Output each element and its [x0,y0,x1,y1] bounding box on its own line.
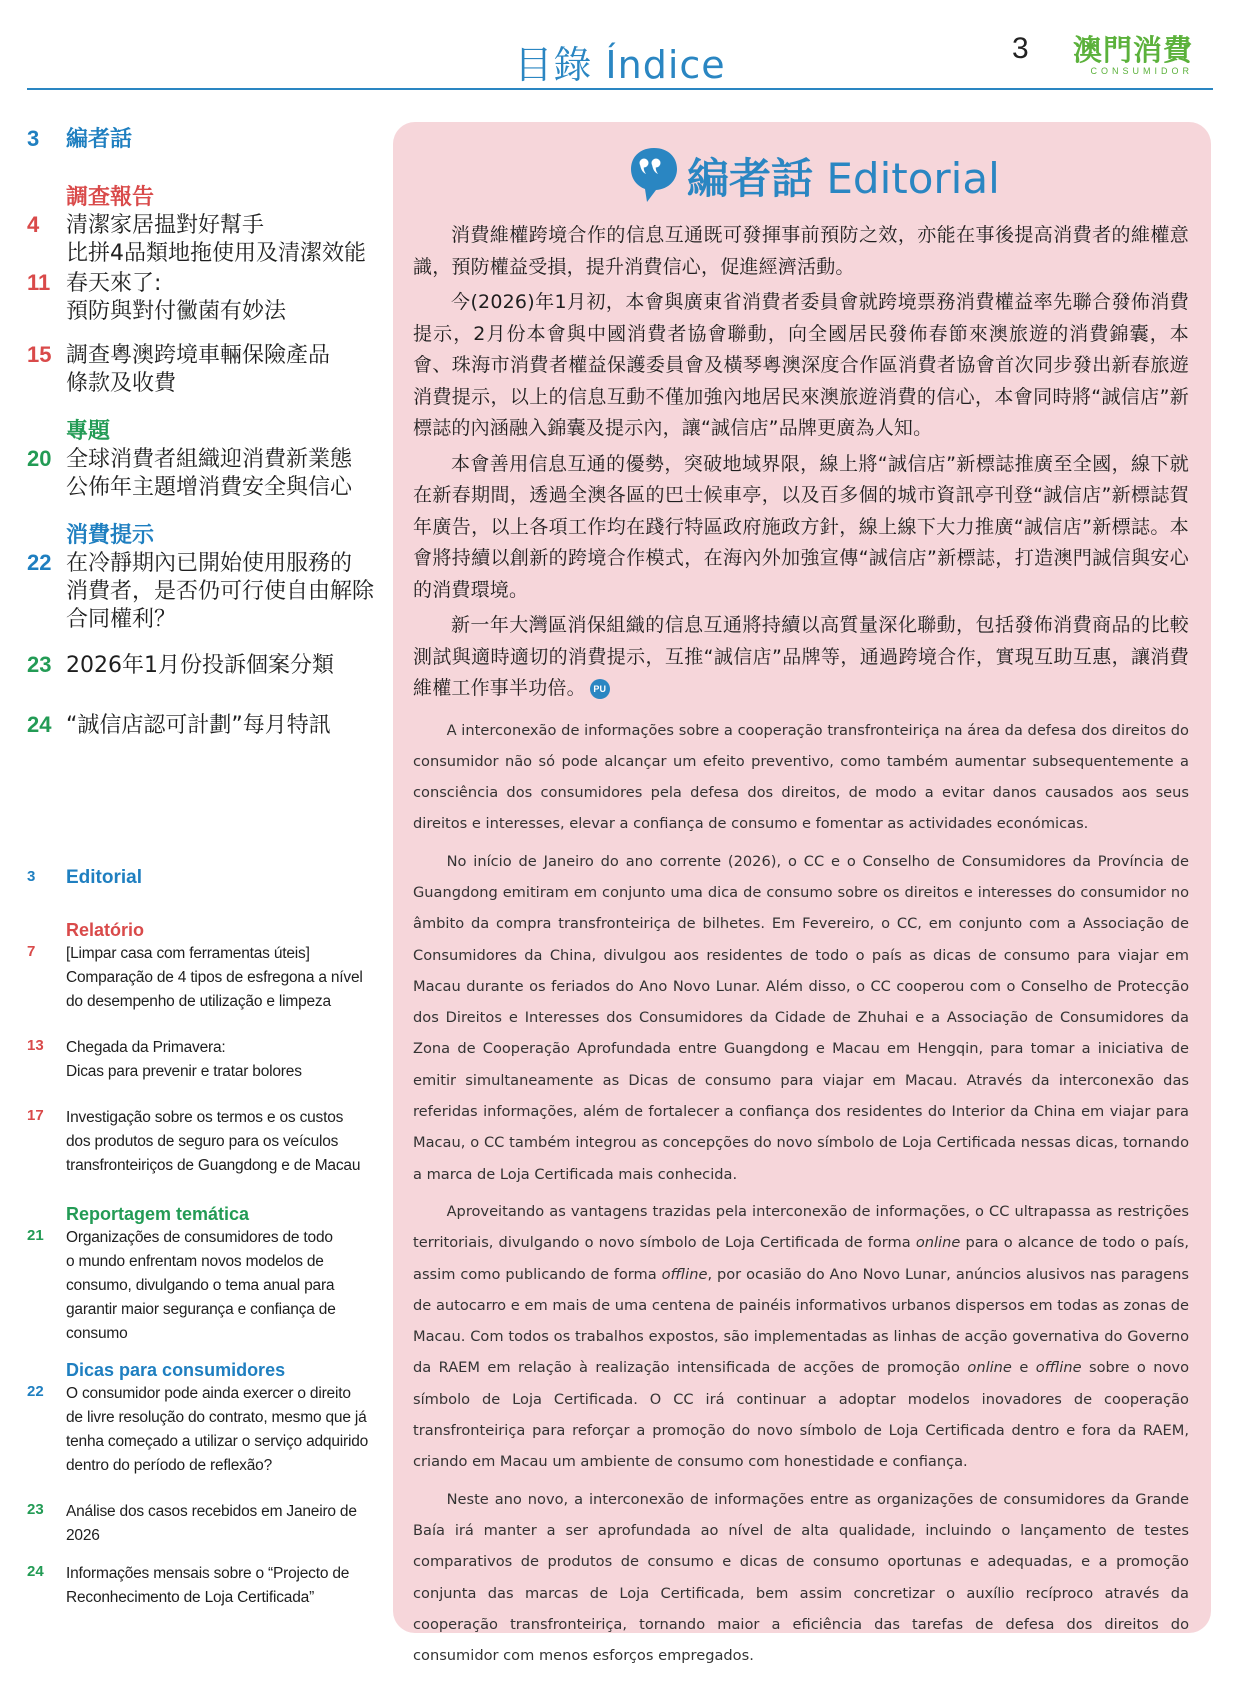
toc-entry-line: consumo, divulgando o tema anual para [66,1277,335,1294]
toc-page-number: 24 [27,1563,44,1580]
toc-page-number: 17 [27,1107,44,1124]
toc-entry-line: 預防與對付黴菌有妙法 [66,299,287,324]
brand-name-cn: 澳門消費 [1073,33,1194,67]
paragraph-pt: A interconexão de informações sobre a cooperação transfronteiriça na área da defesa dos direitos do consumidor não só pode alcançar um efeito preventivo, como também aumentar subsequentemente a consciência dos consumidores pela defesa dos direitos, de modo a evitar danos causados aos seus direitos e interesses, elevar a confiança de consumo e fomentar as actividades económicas. [413,721,1189,833]
toc-entry-line: 條款及收費 [66,371,177,396]
paragraph-zh [413,610,1189,705]
toc-portuguese [27,866,387,1612]
toc-entry-line: 比拼4品類地拖使用及清潔效能 [66,241,366,266]
toc-page-number: 4 [27,212,40,237]
toc-page-number: 3 [27,868,36,885]
toc-cn-entry[interactable] [27,270,387,342]
toc-category: 消費提示 [66,523,155,548]
toc-entry-line: 2026 [66,1527,100,1544]
editorial-body [413,220,1189,1677]
paragraph-zh: 消費維權跨境合作的信息互通既可發揮事前預防之效，亦能在事後提高消費者的維權意識，預防權益受損，提升消費信心，促進經濟活動。 [413,224,1189,278]
toc-entry-line: “誠信店認可計劃”每月特訊 [66,713,331,738]
brand-logo [1073,34,1193,76]
toc-category: Reportagem temática [66,1204,250,1224]
toc-page-number: 3 [27,126,40,151]
portuguese-section [413,715,1189,1672]
toc-page-number: 7 [27,943,36,960]
text-run: , por ocasião do Ano Novo Lunar, anúncios alusivos nas paragens de autocarro e em mais de uma centena de painéis informativos urbanos dispersos em todas as zonas de Macau. Com todos os trabalhos expostos, são implementadas as linhas de acção governativa do Governo da RAEM em relação à realização intensificada de acções de promoção [413,1265,1190,1377]
toc-cn-entry[interactable] [27,522,387,652]
toc-pt-entry[interactable] [27,1106,387,1202]
toc-category: 專題 [66,419,111,444]
toc-entry-line: 消費者，是否仍可行使自由解除 [66,579,375,604]
toc-cn-entry[interactable] [27,652,387,712]
toc-entry-line: transfronteiriços de Guangdong e de Macau [66,1157,361,1174]
paragraph-zh-text: 新一年大灣區消保組織的信息互通將持續以高質量深化聯動，包括發佈消費商品的比較測試與適時適切的消費提示，互推“誠信店”品牌等，通過跨境合作，實現互助互惠，讓消費維權工作事半功倍。 [413,614,1189,699]
page-header [0,0,1240,92]
text-run: e [1011,1359,1036,1377]
page-number: 3 [1012,32,1029,65]
toc-cn-entry[interactable] [27,418,387,522]
text-run: Aproveitando as vantagens trazidas pela interconexão de informações, o CC ultrapassa as restrições territoriais, divulgando o novo símbolo de Loja Certificada de forma [413,1202,1189,1252]
toc-entry-line: Dicas para prevenir e tratar bolores [66,1063,302,1080]
toc-entry-line: 調查粵澳跨境車輛保險產品 [66,343,331,368]
page-title: 目錄 Índice [514,43,726,87]
toc-entry-line: Organizações de consumidores de todo [66,1229,333,1246]
toc-page-number: 21 [27,1227,44,1244]
toc-pt-entry[interactable] [27,866,387,918]
toc-cn-entry[interactable] [27,184,387,270]
brand-name-pt: CONSUMIDOR [1090,66,1193,76]
toc-entry-line: garantir maior segurança e confiança de [66,1301,336,1318]
toc-entry-line: 春天來了: [66,271,162,296]
toc-page-number: 15 [27,342,52,367]
toc-page-number: 22 [27,550,52,575]
editorial-heading [393,144,1211,204]
toc-entry-line: 公佈年主題增消費安全與信心 [66,475,353,500]
editorial-panel [393,122,1211,1665]
toc-category: 調查報告 [66,185,155,210]
text-run-italic: online [967,1359,1012,1377]
toc-entry-line: 全球消費者組織迎消費新業態 [66,447,353,472]
toc-page-number: 23 [27,1501,44,1518]
paragraph-pt: Neste ano novo, a interconexão de informações entre as organizações de consumidores da Grande Baía irá manter a ser aprofundada ao nível de alta qualidade, incluindo o lançamento de testes comparativos de produtos de consumo e dicas de consumo oportunas e adequadas, e a promoção conjunta das marcas de Loja Certificada, bem assim concretizar o auxílio recíproco através da cooperação transfronteiriça, tornando maior a eficiência das tarefas de defesa dos direitos do consumidor com menos esforços empregados. [413,1490,1189,1665]
toc-entry-title: 編者話 [66,127,133,152]
toc-entry-line: 清潔家居揾對好幫手 [66,213,265,238]
toc-page-number: 11 [27,270,51,295]
toc-pt-entry[interactable] [27,1562,387,1612]
text-run-italic: offline [1035,1359,1082,1377]
toc-entry-line: o mundo enfrentam novos modelos de [66,1253,324,1270]
paragraph-zh: 本會善用信息互通的優勢，突破地域界限，線上將“誠信店”新標誌推廣至全國，線下就在新春期間，透過全澳各區的巴士候車亭，以及百多個的城市資訊亭刊登“誠信店”新標誌賀年廣告，以上各項工作均在踐行特區政府施政方針，線上線下大力推廣“誠信店”新標誌。本會將持續以創新的跨境合作模式，在海內外加強宣傳“誠信店”新標誌，打造澳門誠信與安心的消費環境。 [413,452,1189,601]
toc-entry-line: dentro do período de reflexão? [66,1457,272,1474]
toc-page-number: 13 [27,1037,44,1054]
toc-cn-entry[interactable] [27,342,387,418]
toc-page-number: 24 [27,712,52,737]
toc-page-number: 23 [27,652,52,677]
toc-pt-entry[interactable] [27,1358,387,1500]
toc-entry-line: 2026年1月份投訴個案分類 [66,653,334,678]
toc-entry-line: de livre resolução do contrato, mesmo que já [66,1409,367,1426]
editorial-title-cn: 編者話 [687,154,814,203]
toc-chinese [27,126,387,752]
toc-cn-entry[interactable] [27,712,387,752]
toc-pt-entry[interactable] [27,1500,387,1562]
toc-category: Relatório [66,920,145,940]
header-divider [27,88,1213,90]
paragraph-zh: 今(2026)年1月初，本會與廣東省消費者委員會就跨境票務消費權益率先聯合發佈消費提示，2月份本會與中國消費者協會聯動，向全國居民發佈春節來澳旅遊的消費錦囊，本會、珠海市消費者權益保護委員會及橫琴粵澳深度合作區消費者協會首次同步發出新春旅遊消費提示，以上的信息互動不僅加強內地居民來澳旅遊消費的信心，本會同時將“誠信店”新標誌的內涵融入錦囊及提示內，讓“誠信店”品牌更廣為人知。 [413,291,1189,439]
toc-entry-line: consumo [66,1325,128,1342]
paragraph-pt [413,1196,1189,1478]
toc-entry-line: Análise dos casos recebidos em Janeiro de [66,1503,357,1520]
paragraph-pt: No início de Janeiro do ano corrente (2026), o CC e o Conselho de Consumidores da Província de Guangdong emitiram em conjunto uma dica de consumo sobre os direitos e interesses do consumidor no âmbito da compra transfronteiriça de bilhetes. Em Fevereiro, o CC, em conjunto com a Associação de Consumidores da China, divulgou aos residentes de todo o país as dicas de consumo para viajar em Macau durante os feriados do Ano Novo Lunar. Além disso, o CC cooperou com o Conselho de Protecção dos Direitos e Interesses dos Consumidores da Cidade de Zhuhai e a Associação de Consumidores da Zona de Cooperação Aprofundada entre Guangdong e Macau em Hengqin, para tomar a iniciativa de emitir simultaneamente as Dicas de consumo para viajar em Macau. Através da interconexão das referidas informações, além de fortalecer a confiança dos residentes do Interior da China em viajar para Macau, o CC também integrou as concepções do novo símbolo de Loja Certificada nessas dicas, tornando a marca de Loja Certificada mais conhecida. [413,852,1189,1183]
toc-entry-line: Chegada da Primavera: [66,1039,226,1056]
toc-page-number: 20 [27,446,52,471]
toc-entry-title: Editorial [66,867,143,888]
toc-pt-entry[interactable] [27,1036,387,1106]
text-run: para o alcance de todo o país, assim como publicando de forma [413,1234,1189,1283]
editorial-title [687,146,1000,206]
toc-pt-entry[interactable] [27,918,387,1036]
toc-entry-line: Comparação de 4 tipos de esfregona a nível [66,969,363,986]
toc-entry-line: 在冷靜期內已開始使用服務的 [66,551,353,576]
toc-entry-line: [Limpar casa com ferramentas úteis] [66,945,310,962]
toc-entry-line: Informações mensais sobre o “Projecto de [66,1565,350,1582]
pu-badge-icon: PU [590,679,610,699]
text-run: sobre o novo símbolo de Loja Certificada. O CC irá continuar a adoptar modelos inovadores de cooperação transfronteiriça para reforçar a promoção do novo símbolo de Loja Certificada dentro e fora da RAEM, criando em Macau um ambiente de consumo com honestidade e confiança. [413,1359,1190,1471]
toc-entry-line: tenha começado a utilizar o serviço adquirido [66,1433,369,1450]
toc-entry-line: dos produtos de seguro para os veículos [66,1133,339,1150]
toc-entry-line: Investigação sobre os termos e os custos [66,1109,344,1126]
toc-entry-line: do desempenho de utilização e limpeza [66,993,331,1010]
toc-cn-entry[interactable] [27,126,387,184]
toc-entry-line: Reconhecimento de Loja Certificada” [66,1589,315,1606]
toc-entry-line: O consumidor pode ainda exercer o direito [66,1385,351,1402]
toc-entry-line: 合同權利？ [66,607,177,632]
toc-category: Dicas para consumidores [66,1360,286,1380]
speech-bubble-icon [629,146,679,204]
editorial-title-en: Editorial [826,154,1000,203]
toc-page-number: 22 [27,1383,44,1400]
toc-pt-entry[interactable] [27,1202,387,1358]
text-run-italic: offline [661,1265,708,1283]
text-run-italic: online [915,1234,961,1252]
